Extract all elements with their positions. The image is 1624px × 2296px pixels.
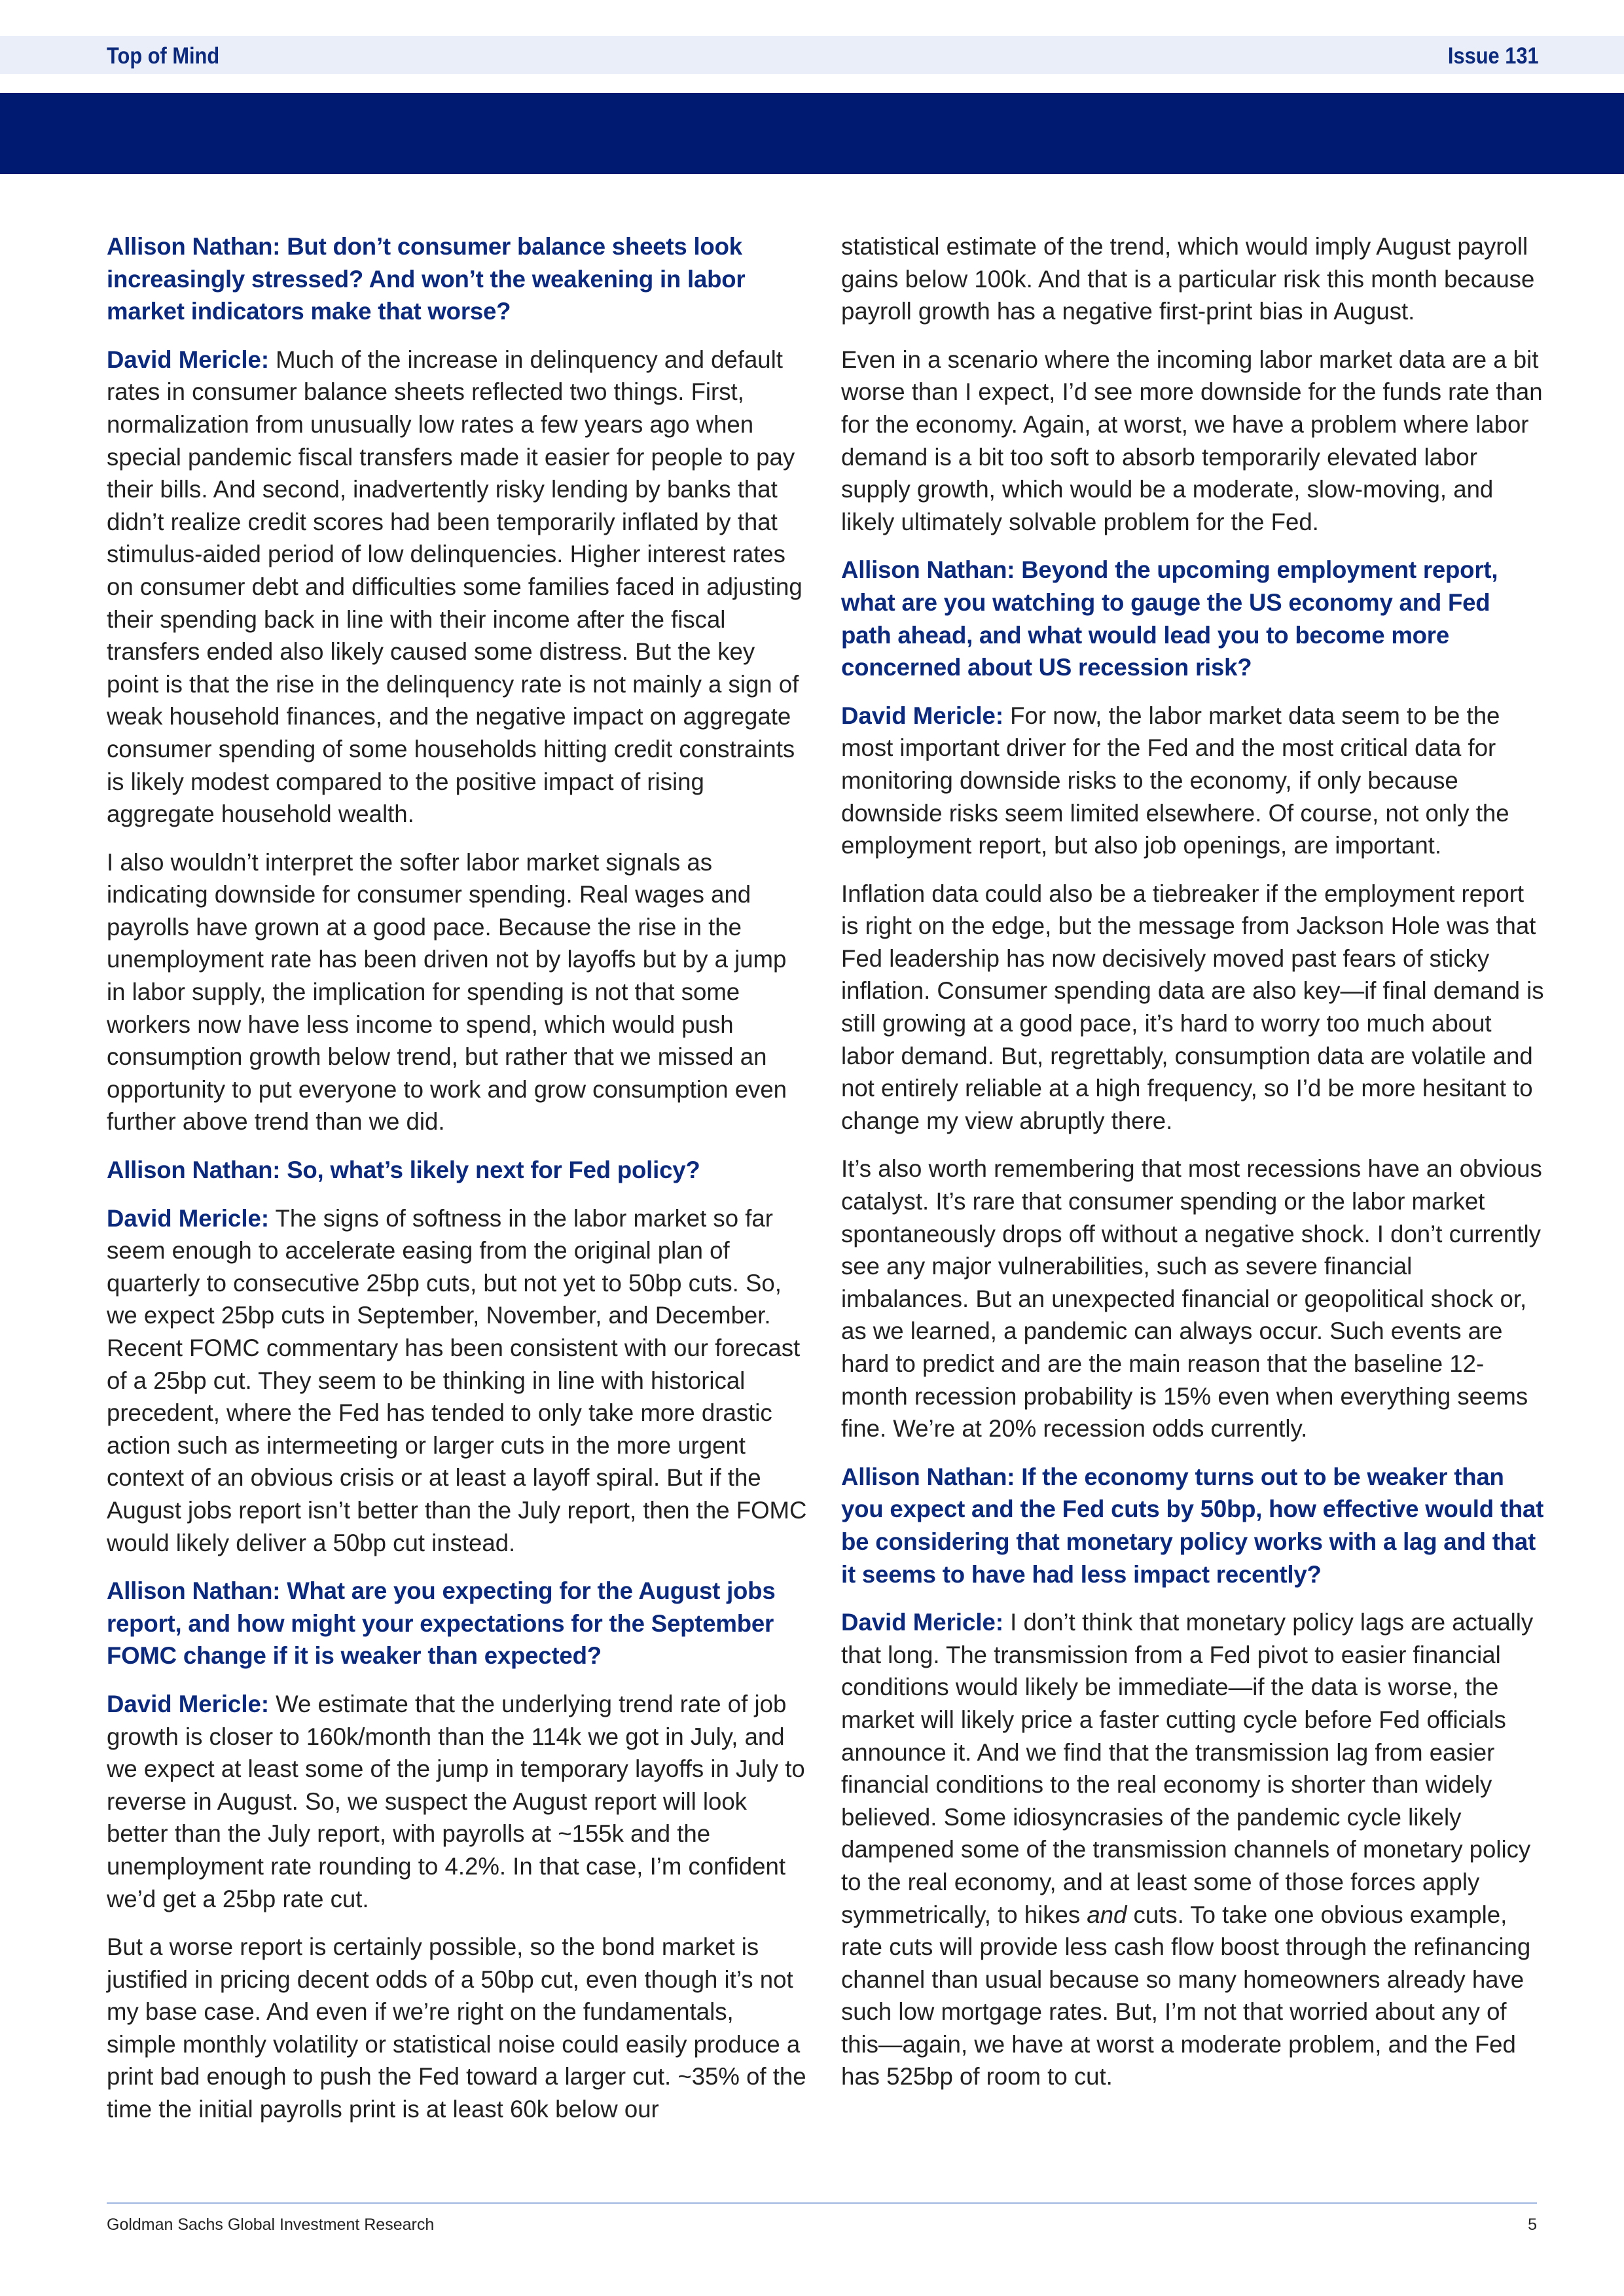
answer-4 xyxy=(841,700,1545,862)
paragraph: Even in a scenario where the incoming labor market data are a bit worse than I expect, I’d see more downside for the funds rate than for the economy. Again, at worst, we have a problem where labor demand is a bit too soft to absorb temporarily elevated labor supply growth, which would be a moderate, slow-moving, and likely ultimately solvable problem for the Fed. xyxy=(841,346,1543,535)
page-number: 5 xyxy=(1528,2215,1537,2234)
header-band xyxy=(0,93,1624,174)
paragraph: statistical estimate of the trend, which would imply August payroll gains below 100k. And that is a particular risk this month because payroll growth has a negative first-print bias in August. xyxy=(841,233,1535,325)
answer-5 xyxy=(841,1606,1545,2093)
footer-source: Goldman Sachs Global Investment Research xyxy=(107,2215,435,2234)
question-1: Allison Nathan: But don’t consumer balance sheets look increasingly stressed? And won’t the weakening in labor market indicators make that worse? xyxy=(107,233,746,325)
question-2: Allison Nathan: So, what’s likely next for Fed policy? xyxy=(107,1157,700,1184)
speaker-label: David Mericle: xyxy=(107,1690,270,1717)
speaker-label: David Mericle: xyxy=(841,702,1004,729)
question-5: Allison Nathan: If the economy turns out to be weaker than you expect and the Fed cuts by 50bp, how effective would that be considering that monetary policy works with a lag and that it seems to have had less impact recently? xyxy=(841,1463,1544,1588)
answer-2 xyxy=(107,1202,807,1560)
answer-text: I don’t think that monetary policy lags are actually that long. The transmission from a Fed pivot to easier financial conditions would likely be immediate—if the data is worse, the market will likely price a faster cutting cycle before Fed officials announce it. And we find that the transmission lag from easier financial conditions to the real economy is shorter than widely believed. Some idiosyncrasies of the pandemic cycle likely dampened some of the transmission channels of monetary policy to the real economy, and at least some of those forces apply symmetrically, to hikes xyxy=(841,1609,1534,1928)
answer-text: Much of the increase in delinquency and default rates in consumer balance sheets reflected two things. First, normalization from unusually low rates a few years ago when special pandemic fiscal transfers made it easier for people to pay their bills. And second, inadvertently risky lending by banks that didn’t realize credit scores had been temporarily inflated by that stimulus-aided period of low delinquencies. Higher interest rates on consumer debt and difficulties some families faced in adjusting their spending back in line with their income after the fiscal transfers ended also likely caused some distress. But the key point is that the rise in the delinquency rate is not mainly a sign of weak household finances, and the negative impact on aggregate consumer spending of some households hitting credit constraints is likely modest compared to the positive impact of rising aggregate household wealth. xyxy=(107,346,803,828)
answer-1 xyxy=(107,344,807,831)
paragraph: But a worse report is certainly possible, so the bond market is justified in pricing decent odds of a 50bp cut, even though it’s not my base case. And even if we’re right on the fundamentals, simple monthly volatility or statistical noise could easily produce a print bad enough to push the Fed toward a larger cut. ~35% of the time the initial payrolls print is at least 60k below our xyxy=(107,1933,806,2123)
speaker-label: David Mericle: xyxy=(841,1609,1004,1636)
header-strip xyxy=(0,36,1624,74)
speaker-label: David Mericle: xyxy=(107,1204,270,1232)
left-column xyxy=(107,230,807,2142)
question-3: Allison Nathan: What are you expecting for the August jobs report, and how might your expectations for the September FOMC change if it is weaker than expected? xyxy=(107,1577,776,1670)
paragraph: Inflation data could also be a tiebreaker if the employment report is right on the edge, but the message from Jackson Hole was that Fed leadership has now decisively moved past fears of sticky inflation. Consumer spending data are also key—if final demand is still growing at a good pace, it’s hard to worry too much about labor demand. But, regrettably, consumption data are volatile and not entirely reliable at a high frequency, so I’d be more hesitant to change my view abruptly there. xyxy=(841,880,1544,1134)
issue-number: Issue 131 xyxy=(1448,43,1539,69)
speaker-label: David Mericle: xyxy=(107,346,270,373)
paragraph: I also wouldn’t interpret the softer labor market signals as indicating downside for consumer spending. Real wages and payrolls have grown at a good pace. Because the rise in the unemployment rate has been driven not by layoffs but by a jump in labor supply, the implication for spending is not that some workers now have less income to spend, which would push consumption growth below trend, but rather that we missed an opportunity to put everyone to work and grow consumption even further above trend than we did. xyxy=(107,848,787,1136)
paragraph: It’s also worth remembering that most recessions have an obvious catalyst. It’s rare that consumer spending or the labor market spontaneously drops off without a negative shock. I don’t currently see any major vulnerabilities, such as severe financial imbalances. But an unexpected financial or geopolitical shock or, as we learned, a pandemic can always occur. Such events are hard to predict and are the main reason that the baseline 12-month recession probability is 15% even when everything seems fine. We’re at 20% recession odds currently. xyxy=(841,1155,1542,1443)
publication-title: Top of Mind xyxy=(107,43,220,69)
answer-text: For now, the labor market data seem to be the most important driver for the Fed and the most critical data for monitoring downside risks to the economy, if only because downside risks seem limited elsewhere. Of course, not only the employment report, but also job openings, are important. xyxy=(841,702,1509,859)
question-4: Allison Nathan: Beyond the upcoming employment report, what are you watching to gauge the US economy and Fed path ahead, and what would lead you to become more concerned about US recession risk? xyxy=(841,556,1498,681)
answer-3 xyxy=(107,1688,807,1915)
answer-text: The signs of softness in the labor market so far seem enough to accelerate easing from the original plan of quarterly to consecutive 25bp cuts, but not yet to 50bp cuts. So, we expect 25bp cuts in September, November, and December. Recent FOMC commentary has been consistent with our forecast of a 25bp cut. They seem to be thinking in line with historical precedent, where the Fed has tended to only take more drastic action such as intermeeting or larger cuts in the more urgent context of an obvious crisis or at least a layoff spiral. But if the August jobs report isn’t better than the July report, then the FOMC would likely deliver a 50bp cut instead. xyxy=(107,1204,807,1556)
answer-text-tail: cuts. To take one obvious example, rate cuts will provide less cash flow boost through the refinancing channel than usual because so many homeowners already have such low mortgage rates. But, I’m not that worried about any of this—again, we have at worst a moderate problem, and the Fed has 525bp of room to cut. xyxy=(841,1901,1531,2090)
footer-divider xyxy=(107,2202,1537,2204)
answer-text: We estimate that the underlying trend rate of job growth is closer to 160k/month than the 114k we got in July, and we expect at least some of the jump in temporary layoffs in July to reverse in August. So, we suspect the August report will look better than the July report, with payrolls at ~155k and the unemployment rate rounding to 4.2%. In that case, I’m confident we’d get a 25bp rate cut. xyxy=(107,1690,805,1912)
emphasis-text: and xyxy=(1087,1901,1127,1928)
right-column xyxy=(841,230,1545,2109)
